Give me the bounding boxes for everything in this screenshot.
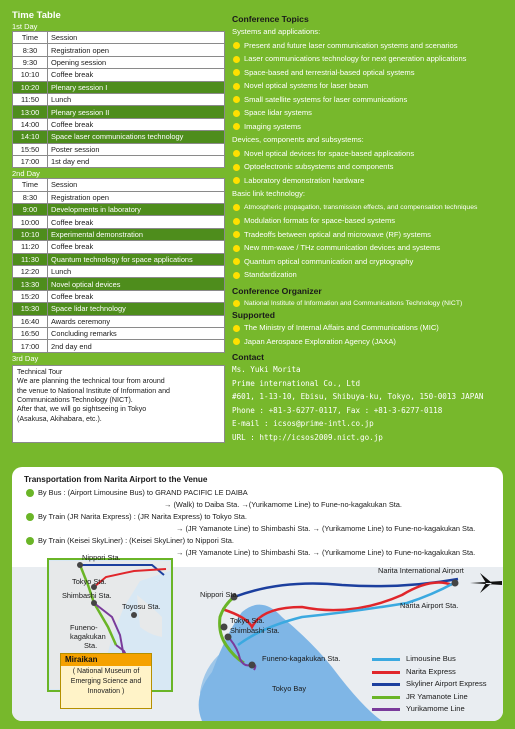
list-item-label: Modulation formats for space-based systems (244, 216, 396, 225)
time-cell: 14:00 (13, 118, 48, 130)
session-cell: Novel optical devices (48, 278, 225, 290)
table-row (13, 241, 225, 253)
table-row (13, 278, 225, 290)
session-cell: Registration open (48, 44, 225, 56)
list-item-label: Small satellite systems for laser communications (244, 94, 408, 104)
list-item (232, 321, 507, 335)
session-cell: Plenary session I (48, 81, 225, 93)
bullet-icon (233, 150, 240, 157)
time-cell: 15:20 (13, 290, 48, 302)
inset-nippori-label: Nippori Sta. (82, 553, 121, 562)
inset-fune-label-1: Funeno- (70, 623, 98, 632)
bullet-icon (233, 245, 240, 252)
map-legend (372, 653, 487, 716)
time-cell: 10:10 (13, 228, 48, 240)
table-row (13, 69, 225, 81)
table-row (13, 143, 225, 155)
legend-swatch (372, 708, 400, 711)
legend-swatch (372, 683, 400, 686)
contact-name: Ms. Yuki Morita (232, 365, 301, 374)
skyliner-route-cont: → (JR Yamanote Line) to Shimbashi Sta. → (Yurikamome Line) to Fune-no-kagakukan Sta. (176, 548, 476, 557)
time-cell: 11:20 (13, 241, 48, 253)
time-cell: 16:40 (13, 315, 48, 327)
session-cell: Awards ceremony (48, 315, 225, 327)
legend-item (372, 666, 487, 679)
list-item (232, 160, 507, 174)
legend-label: JR Yamanote Line (406, 691, 468, 701)
session-cell: Opening session (48, 56, 225, 68)
bus-route-cont: → (Walk) to Daiba Sta. →(Yurikamome Line) to Fune-no-kagakukan Sta. (164, 500, 402, 509)
time-cell: 11:50 (13, 93, 48, 105)
bus-route: By Bus : (Airport Limousine Bus) to GRAND PACIFIC LE DAIBA (38, 488, 248, 497)
bullet-icon (233, 42, 240, 49)
bullet-icon (233, 96, 240, 103)
nex-route: By Train (JR Narita Express) : (JR Narita Express) to Tokyo Sta. (38, 512, 247, 521)
bullet-icon (233, 258, 240, 265)
list-item (232, 268, 507, 282)
inset-toyosu-label: Toyosu Sta. (122, 602, 161, 611)
transportation-panel (12, 467, 503, 721)
tour-title: Technical Tour (17, 367, 63, 376)
table-row (13, 303, 225, 315)
inset-fune-label-2: kagakukan (70, 632, 106, 641)
time-cell: 16:50 (13, 327, 48, 339)
list-item-label: Novel optical systems for laser beam (244, 81, 369, 90)
session-header: Session (48, 179, 225, 191)
contact-company: Prime international Co., Ltd (232, 378, 361, 388)
table-row (13, 56, 225, 68)
list-item (232, 39, 507, 53)
time-cell: 9:00 (13, 204, 48, 216)
list-item-label: Quantum optical communication and cryptography (244, 256, 414, 266)
main-tokyo-label: Tokyo Sta. (230, 616, 265, 625)
list-item-label: Optoelectronic subsystems and components (244, 162, 394, 171)
legend-swatch (372, 671, 400, 674)
bullet-icon (233, 300, 240, 307)
session-cell: Plenary session II (48, 106, 225, 118)
table-header-row (13, 179, 225, 191)
list-item (232, 214, 507, 228)
contact-phone: Phone : +81-3-6277-0117, Fax : +81-3-6277-0118 (232, 405, 443, 415)
time-cell: 8:30 (13, 44, 48, 56)
time-cell: 10:00 (13, 216, 48, 228)
time-cell: 10:10 (13, 69, 48, 81)
bullet-icon (233, 56, 240, 63)
devices-label: Devices, components and subsystems: (232, 135, 364, 144)
day2-table (12, 178, 225, 352)
session-cell: Space laser communications technology (48, 131, 225, 143)
list-item (232, 147, 507, 161)
table-row (13, 290, 225, 302)
organizer-item (232, 297, 507, 311)
list-item-label: Novel optical devices for space-based applications (244, 148, 415, 158)
list-item-label: Space-based and terrestrial-based optical systems (244, 67, 415, 77)
table-header-row (13, 32, 225, 44)
supported-list (232, 321, 507, 348)
session-cell: 2nd day end (48, 340, 225, 352)
time-cell: 8:30 (13, 191, 48, 203)
table-row (13, 81, 225, 93)
tour-line: the venue to National Institute of Information and (17, 386, 171, 395)
list-item-label: The Ministry of Internal Affairs and Communications (MIC) (244, 323, 439, 332)
skyliner-route: By Train (Keisei SkyLiner) : (Keisei SkyLiner) to Nippori Sta. (38, 536, 234, 545)
organizer-name: National Institute of Information and Communications Technology (NICT) (244, 299, 463, 307)
day1-label: 1st Day (12, 22, 38, 31)
list-item-label: Tradeoffs between optical and microwave (RF) systems (244, 229, 431, 239)
legend-item (372, 678, 487, 691)
devices-list (232, 147, 507, 188)
table-row (13, 93, 225, 105)
legend-label: Skyliner Airport Express (406, 679, 487, 688)
list-item-label: Standardization (244, 270, 297, 279)
contact-title: Contact (232, 352, 264, 362)
list-item (232, 255, 507, 269)
inset-shimbashi-label: Shimbashi Sta. (62, 591, 112, 600)
session-cell: Concluding remarks (48, 327, 225, 339)
list-item-label: Imaging systems (244, 121, 301, 131)
time-cell: 15:50 (13, 143, 48, 155)
list-item (232, 120, 507, 134)
table-row (13, 216, 225, 228)
tour-line: We are planning the technical tour from around (17, 377, 165, 386)
miraikan-title: Miraikan (61, 654, 151, 666)
nex-route-cont: → (JR Yamanote Line) to Shimbashi Sta. → (Yurikamome Line) to Fune-no-kagakukan Sta. (176, 524, 476, 533)
list-item-label: Laboratory demonstration hardware (244, 175, 365, 185)
session-header: Session (48, 32, 225, 44)
time-header: Time (13, 32, 48, 44)
list-item (232, 93, 507, 107)
miraikan-callout (60, 653, 152, 709)
list-item-label: Japan Aerospace Exploration Agency (JAXA) (244, 336, 396, 346)
session-cell: 1st day end (48, 155, 225, 167)
table-row (13, 191, 225, 203)
legend-swatch (372, 696, 400, 699)
systems-list (232, 39, 507, 134)
miraikan-desc-1: ( National Museum of (72, 668, 140, 675)
bullet-icon (233, 69, 240, 76)
bullet-icon (233, 204, 240, 211)
list-item (232, 241, 507, 255)
organizer-title: Conference Organizer (232, 285, 322, 296)
table-row (13, 204, 225, 216)
bullet-icon (233, 325, 240, 332)
session-cell: Coffee break (48, 290, 225, 302)
info-column (232, 14, 507, 444)
time-cell: 15:30 (13, 303, 48, 315)
inset-fune-label-3: Sta. (84, 641, 98, 650)
basic-list (232, 201, 507, 282)
legend-item (372, 653, 487, 666)
time-cell: 13:30 (13, 278, 48, 290)
legend-label: Narita Express (406, 666, 456, 676)
bullet-icon (233, 177, 240, 184)
list-item-label: Present and future laser communication systems and scenarios (244, 40, 458, 50)
list-item (232, 335, 507, 349)
contact-address: #601, 1-13-10, Ebisu, Shibuya-ku, Tokyo, 150-0013 JAPAN (232, 392, 484, 401)
table-row (13, 315, 225, 327)
bullet-icon (233, 164, 240, 171)
technical-tour-box (12, 365, 225, 443)
list-item-label: Laser communications technology for next generation applications (244, 54, 467, 63)
tour-line: (Asakusa, Akihabara, etc.). (17, 414, 102, 423)
session-cell: Developments in laboratory (48, 204, 225, 216)
bullet-icon (233, 272, 240, 279)
day2-label: 2nd Day (12, 169, 40, 179)
session-cell: Quantum technology for space applications (48, 253, 225, 265)
session-cell: Poster session (48, 143, 225, 155)
time-cell: 13:00 (13, 106, 48, 118)
list-item-label: Atmospheric propagation, transmission effects, and compensation techniques (244, 203, 478, 211)
session-cell: Experimental demonstration (48, 228, 225, 240)
table-row (13, 340, 225, 352)
timetable-title: Time Table (12, 10, 61, 21)
day1-table (12, 31, 225, 168)
session-cell: Lunch (48, 93, 225, 105)
bullet-icon (233, 338, 240, 345)
table-row (13, 118, 225, 130)
session-cell: Coffee break (48, 69, 225, 81)
bullet-icon (233, 123, 240, 130)
tour-line: After that, we will go sightseeing in Tokyo (17, 405, 147, 414)
session-cell: Coffee break (48, 118, 225, 130)
legend-item (372, 703, 487, 716)
bullet-icon (233, 231, 240, 238)
session-cell: Coffee break (48, 241, 225, 253)
main-fune-label: Funeno-kagakukan Sta. (262, 654, 341, 663)
inset-tokyo-label: Tokyo Sta. (72, 577, 107, 586)
list-item (232, 228, 507, 242)
main-shimbashi-label: Shimbashi Sta. (230, 626, 280, 635)
session-cell: Coffee break (48, 216, 225, 228)
bullet-icon (233, 83, 240, 90)
list-item (232, 52, 507, 66)
table-row (13, 266, 225, 278)
table-row (13, 44, 225, 56)
miraikan-desc-2: Emerging Science and (70, 678, 142, 685)
time-cell: 9:30 (13, 56, 48, 68)
supported-title: Supported (232, 310, 275, 320)
table-row (13, 228, 225, 240)
time-header: Time (13, 179, 48, 191)
time-cell: 17:00 (13, 155, 48, 167)
list-item (232, 79, 507, 93)
topics-title: Conference Topics (232, 14, 309, 24)
list-item-label: Space lidar systems (244, 108, 312, 117)
list-item (232, 66, 507, 80)
legend-swatch (372, 658, 400, 661)
bullet-icon (233, 218, 240, 225)
time-cell: 17:00 (13, 340, 48, 352)
miraikan-desc-3: Innovation ) (87, 688, 125, 695)
table-row (13, 155, 225, 167)
time-cell: 11:30 (13, 253, 48, 265)
legend-label: Limousine Bus (406, 654, 456, 663)
day3-label: 3rd Day (12, 353, 39, 363)
list-item (232, 106, 507, 120)
time-cell: 14:10 (13, 131, 48, 143)
table-row (13, 327, 225, 339)
tour-line: Communications Technology (NICT). (17, 395, 133, 404)
table-row (13, 106, 225, 118)
main-nippori-label: Nippori Sta. (200, 590, 239, 599)
transport-title: Transportation from Narita Airport to the Venue (24, 475, 208, 484)
bullet-icon (233, 110, 240, 117)
time-cell: 10:20 (13, 81, 48, 93)
time-cell: 12:20 (13, 266, 48, 278)
basic-label: Basic link technology: (232, 189, 306, 198)
list-item (232, 201, 507, 215)
legend-item (372, 691, 487, 704)
session-cell: Space lidar technology (48, 303, 225, 315)
legend-label: Yurikamome Line (406, 704, 465, 713)
tokyo-bay-label: Tokyo Bay (272, 684, 307, 693)
session-cell: Lunch (48, 266, 225, 278)
contact-url[interactable]: URL : http://icsos2009.nict.go.jp (232, 432, 383, 442)
narita-station-label: Narita Airport Sta. (400, 601, 459, 610)
list-item-label: New mm-wave / THz communication devices and systems (244, 243, 441, 252)
list-item (232, 174, 507, 188)
session-cell: Registration open (48, 191, 225, 203)
contact-email[interactable]: E-mail : icsos@prime-intl.co.jp (232, 419, 374, 428)
systems-label: Systems and applications: (232, 27, 321, 36)
table-row (13, 131, 225, 143)
table-row (13, 253, 225, 265)
narita-airport-label: Narita International Airport (378, 566, 464, 575)
timetable (12, 10, 225, 443)
